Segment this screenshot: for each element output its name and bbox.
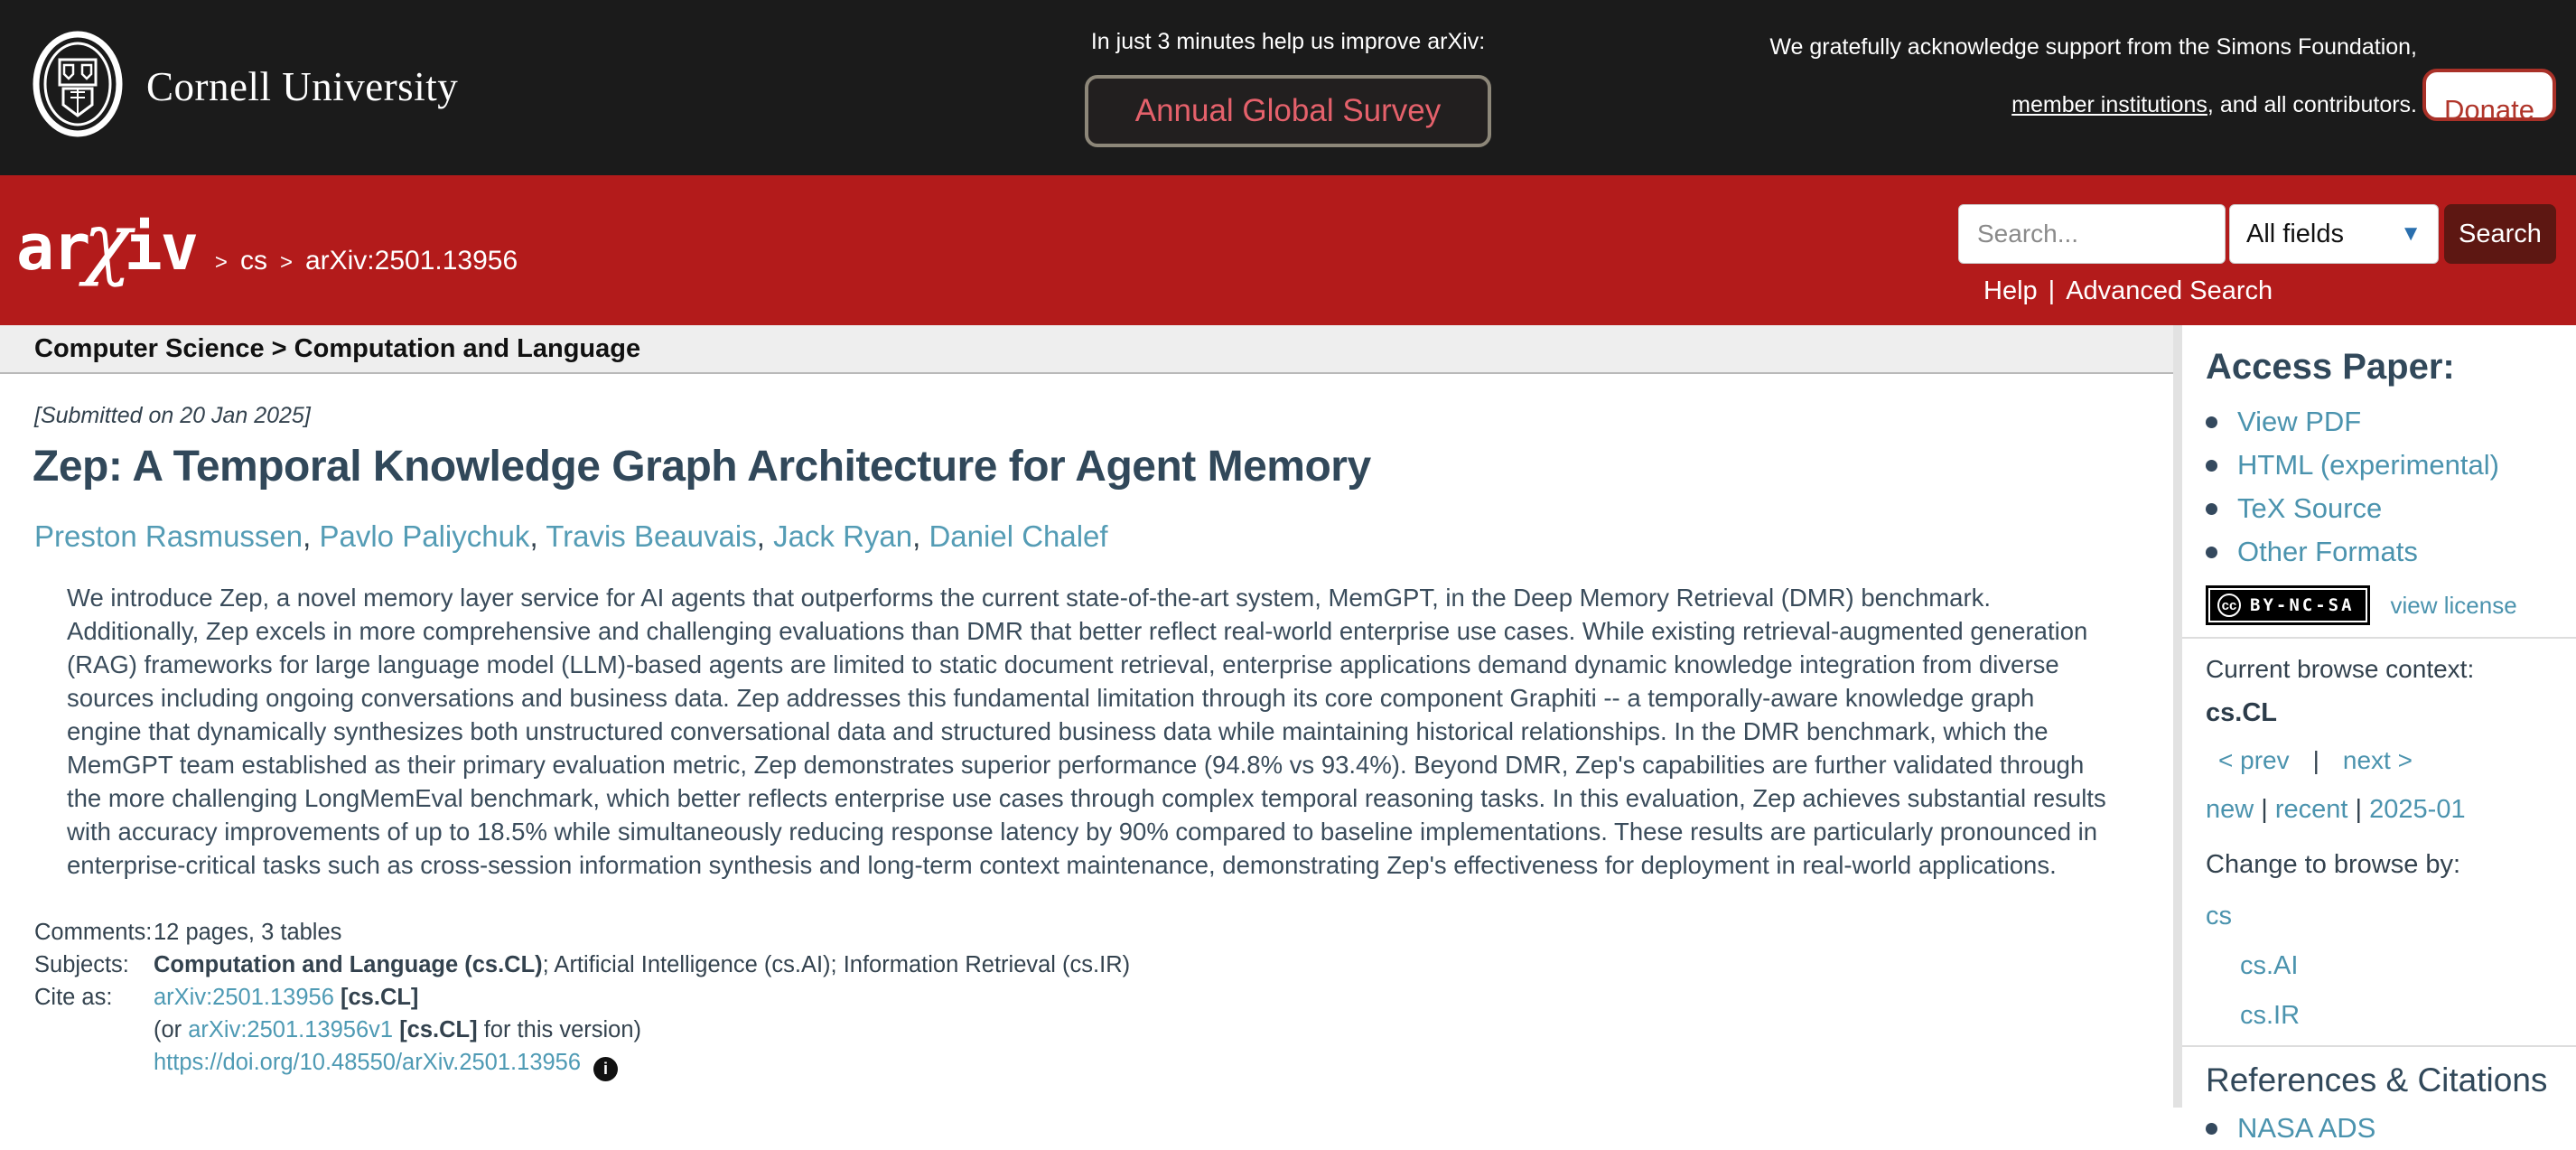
cite-arxiv-id-link[interactable]: arXiv:2501.13956 xyxy=(154,985,334,1010)
annual-global-survey-button[interactable]: Annual Global Survey xyxy=(1085,75,1492,147)
ack-line2 xyxy=(1769,92,2417,117)
prev-next-nav xyxy=(2206,746,2576,775)
ack-line1: We gratefully acknowledge support from the Simons Foundation, xyxy=(1769,34,2417,60)
browse-subcat xyxy=(2240,1001,2576,1031)
donate-label: Donate xyxy=(2444,94,2534,126)
browse-group xyxy=(2206,902,2576,931)
version-prefix: (or xyxy=(154,1017,189,1042)
cite-category-tag: [cs.CL] xyxy=(341,985,419,1010)
sidebar-divider xyxy=(2182,637,2576,639)
search-input[interactable] xyxy=(1958,204,2226,264)
info-icon[interactable]: i xyxy=(593,1057,618,1081)
list-item xyxy=(2206,487,2576,530)
bullet-icon xyxy=(2206,503,2217,515)
bullet-icon xyxy=(2206,547,2217,558)
author-link[interactable]: Pavlo Paliychuk xyxy=(319,519,530,553)
change-browse-heading: Change to browse by: xyxy=(2206,850,2461,879)
cc-license-label: BY-NC-SA xyxy=(2250,595,2355,615)
doi-line xyxy=(154,1050,2173,1081)
cs-ai-link[interactable]: cs.AI xyxy=(2240,951,2299,980)
logo-breadcrumb-row xyxy=(16,195,518,288)
acknowledgment-text xyxy=(1769,34,2417,117)
version-category-tag: [cs.CL] xyxy=(399,1017,478,1042)
donate-button[interactable] xyxy=(2422,69,2556,126)
author-separator: , xyxy=(756,519,774,553)
sidebar xyxy=(2182,325,2576,1144)
metadata-table xyxy=(34,920,2173,1081)
month-link[interactable]: 2025-01 xyxy=(2369,795,2466,824)
version-line xyxy=(154,1017,2173,1043)
cs-group-link[interactable]: cs xyxy=(2206,902,2232,930)
subject-bar xyxy=(0,325,2173,374)
author-link[interactable]: Jack Ryan xyxy=(773,519,913,553)
survey-prompt: In just 3 minutes help us improve arXiv: xyxy=(1090,29,1486,54)
listing-divider: | xyxy=(2261,795,2268,824)
logo-iv: iv xyxy=(124,210,197,285)
listing-nav xyxy=(2206,795,2576,825)
listing-divider: | xyxy=(2355,795,2363,824)
author-link[interactable]: Daniel Chalef xyxy=(929,519,1108,553)
cc-icon: cc xyxy=(2217,594,2241,617)
breadcrumb-arxiv-id-link[interactable]: arXiv:2501.13956 xyxy=(304,246,518,276)
meta-label-spacer xyxy=(34,1017,154,1043)
search-field-value: All fields xyxy=(2246,219,2344,248)
nasa-ads-link[interactable]: NASA ADS xyxy=(2237,1112,2376,1144)
cite-as-label: Cite as: xyxy=(34,985,113,1010)
cornell-logo[interactable] xyxy=(33,31,458,142)
breadcrumb-separator: > xyxy=(214,250,228,275)
chevron-down-icon: ▼ xyxy=(2400,221,2422,246)
logo-chi-icon: χ xyxy=(83,195,130,288)
list-item xyxy=(2206,530,2576,574)
list-item xyxy=(2206,1107,2576,1150)
authors-line xyxy=(34,519,2173,554)
bullet-icon xyxy=(2206,416,2217,428)
cs-ir-link[interactable]: cs.IR xyxy=(2240,1001,2301,1030)
secondary-subjects: ; Artificial Intelligence (cs.AI); Information Retrieval (cs.IR) xyxy=(542,952,1131,977)
breadcrumb-cs-link[interactable]: cs xyxy=(239,246,267,276)
help-row xyxy=(1983,276,2273,306)
list-item xyxy=(2206,400,2576,444)
author-separator: , xyxy=(912,519,929,553)
arxiv-logo[interactable] xyxy=(16,195,197,288)
author-separator: , xyxy=(529,519,546,553)
browse-context-value: cs.CL xyxy=(2206,698,2277,727)
tex-source-link[interactable]: TeX Source xyxy=(2237,492,2383,524)
column-gutter xyxy=(2173,325,2182,1108)
paper-title: Zep: A Temporal Knowledge Graph Architecture for Agent Memory xyxy=(33,443,1371,491)
bullet-icon xyxy=(2206,460,2217,472)
version-suffix: for this version) xyxy=(477,1017,642,1042)
cc-license-badge[interactable] xyxy=(2208,588,2367,622)
ack-suffix: , and all contributors. xyxy=(2207,92,2417,117)
survey-block xyxy=(882,0,1694,147)
list-item xyxy=(2206,444,2576,487)
references-citations-heading: References & Citations xyxy=(2206,1061,2548,1099)
subjects-value xyxy=(154,952,2173,978)
version-link[interactable]: arXiv:2501.13956v1 xyxy=(188,1017,394,1042)
cornell-wordmark: Cornell University xyxy=(146,63,459,109)
comments-value: 12 pages, 3 tables xyxy=(154,920,342,945)
access-paper-heading: Access Paper: xyxy=(2206,347,2455,387)
sidebar-divider xyxy=(2182,1045,2576,1047)
abstract-text: We introduce Zep, a novel memory layer service for AI agents that outperforms the current state-of-the-art system, MemGPT, in the Deep Memory Retrieval (DMR) benchmark. Additionally, Zep excels in more comprehensive and challenging evaluations than DMR that better reflect real-world enterprise use cases. While existing retrieval-augmented generation (RAG) frameworks for large language model (LLM)-based agents are limited to static document retrieval, enterprise applications demand dynamic knowledge integration from diverse sources including ongoing conversations and business data. Zep addresses this fundamental limitation through its core component Graphiti -- a temporally-aware knowledge graph engine that dynamically synthesizes both unstructured conversational data and structured business data while maintaining historical relationships. In the DMR benchmark, which the MemGPT team established as their primary evaluation metric, Zep demonstrates superior performance (94.8% vs 93.4%). Beyond DMR, Zep's capabilities are further validated through the more challenging LongMemEval benchmark, which better reflects enterprise use cases through complex temporal reasoning tasks. In this evaluation, Zep achieves substantial results with accuracy improvements of up to 18.5% while simultaneously reducing response latency by 90% compared to baseline implementations. These results are particularly pronounced in enterprise-critical tasks such as cross-session information synthesis and long-term context maintenance, demonstrating Zep's effectiveness for deployment in real-world applications. xyxy=(67,584,2106,879)
author-separator: , xyxy=(303,519,320,553)
subject-breadcrumb: Computer Science > Computation and Language xyxy=(34,333,641,363)
bullet-icon xyxy=(2206,1123,2217,1135)
other-formats-link[interactable]: Other Formats xyxy=(2237,536,2418,567)
access-links-list xyxy=(2206,400,2576,574)
comments-label: Comments: xyxy=(34,920,153,945)
member-institutions-link[interactable]: member institutions xyxy=(2011,92,2207,117)
logo-ar: ar xyxy=(16,210,89,285)
search-field-select[interactable] xyxy=(2229,204,2439,264)
submitted-date: [Submitted on 20 Jan 2025] xyxy=(34,403,311,428)
recent-link[interactable]: recent xyxy=(2274,795,2348,824)
arxiv-header xyxy=(0,175,2576,325)
doi-link[interactable]: https://doi.org/10.48550/arXiv.2501.13956 xyxy=(154,1050,582,1075)
meta-label-spacer xyxy=(34,1050,154,1081)
help-divider: | xyxy=(2048,276,2056,305)
view-license-link[interactable]: view license xyxy=(2390,591,2517,619)
prev-link[interactable]: < prev xyxy=(2218,746,2290,774)
main-content xyxy=(0,376,2173,1108)
references-list xyxy=(2206,1107,2576,1150)
new-link[interactable]: new xyxy=(2206,795,2254,824)
license-row xyxy=(2206,588,2576,622)
subjects-label: Subjects: xyxy=(34,952,129,977)
author-link[interactable]: Preston Rasmussen xyxy=(34,519,303,553)
primary-subject: Computation and Language (cs.CL) xyxy=(154,952,543,977)
next-link[interactable]: next > xyxy=(2342,746,2413,774)
browse-subcat xyxy=(2240,951,2576,981)
view-pdf-link[interactable]: View PDF xyxy=(2237,406,2362,437)
prev-next-divider: | xyxy=(2312,746,2319,774)
search-button[interactable]: Search xyxy=(2444,204,2556,264)
html-experimental-link[interactable]: HTML (experimental) xyxy=(2237,449,2499,481)
breadcrumb-separator: > xyxy=(279,250,293,275)
help-link[interactable]: Help xyxy=(1983,276,2038,305)
top-banner xyxy=(0,0,2576,175)
cite-value xyxy=(154,985,2173,1011)
advanced-search-link[interactable]: Advanced Search xyxy=(2066,276,2273,305)
header-breadcrumb xyxy=(215,246,518,276)
author-link[interactable]: Travis Beauvais xyxy=(546,519,757,553)
browse-context-heading: Current browse context: xyxy=(2206,655,2475,683)
cornell-seal-icon xyxy=(33,31,123,142)
